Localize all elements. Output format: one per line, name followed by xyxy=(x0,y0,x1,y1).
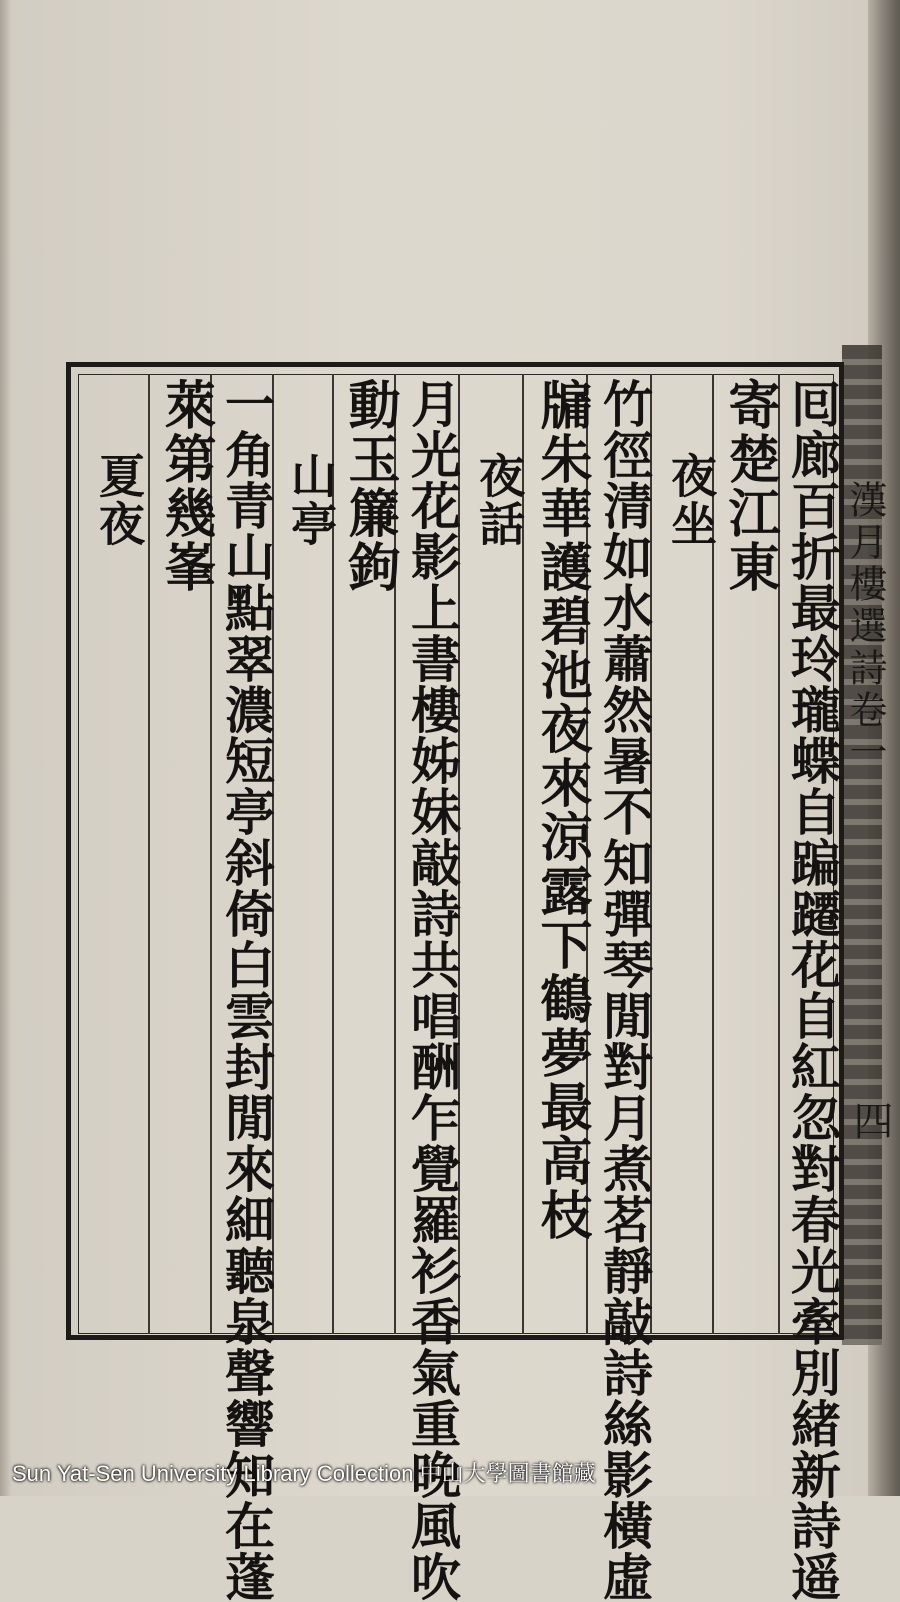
poem-column: 動玉簾鉤 xyxy=(339,378,400,594)
poem-column: 竹徑清如水蕭然暑不知彈琴閒對月煮茗靜敲詩絲影橫虛 xyxy=(595,378,654,1602)
library-watermark: Sun Yat-Sen University Library Collection 中山大學圖書館藏 xyxy=(12,1461,596,1486)
poem-title: 山亭 xyxy=(284,452,338,548)
poem-column: 寄楚江東 xyxy=(719,378,780,594)
poem-column: 月光花影上書樓姊妹敲詩共唱酬乍覺羅衫香氣重晚風吹 xyxy=(403,378,462,1602)
page-number: 四 xyxy=(847,1100,893,1140)
poem-column: 牖朱華護碧池夜來涼露下鶴夢最高枝 xyxy=(531,378,592,1242)
poem-title: 夜坐 xyxy=(664,452,718,548)
poem-title: 夏夜 xyxy=(92,452,146,548)
page-gutter-shadow xyxy=(0,0,12,1496)
poem-title: 夜話 xyxy=(472,452,526,548)
poem-column: 萊第幾峯 xyxy=(155,378,216,594)
centerfold-title: 漢月樓選詩卷一 xyxy=(843,480,887,774)
poem-column: 囘廊百折最玲瓏蝶自蹁躚花自紅忽對春光牽別緒新詩遥 xyxy=(783,378,842,1602)
poem-column: 一角青山點翠濃短亭斜倚白雲封閒來細聽泉聲響知在蓬 xyxy=(217,378,276,1602)
